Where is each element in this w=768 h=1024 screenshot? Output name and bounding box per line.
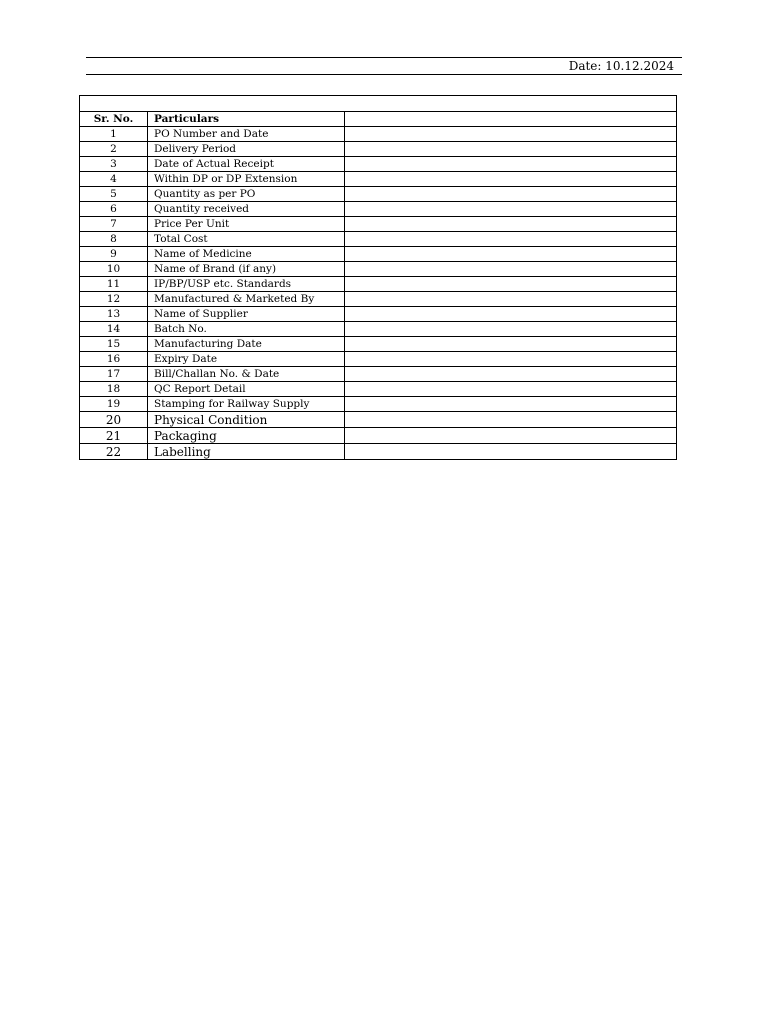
table-row — [80, 172, 677, 187]
value-cell — [345, 202, 677, 217]
table-row — [80, 262, 677, 277]
table-row — [80, 202, 677, 217]
value-cell — [345, 232, 677, 247]
sr-no-cell: 9 — [80, 247, 148, 262]
table-title-row — [80, 96, 677, 112]
value-cell — [345, 142, 677, 157]
table-row — [80, 444, 677, 460]
value-cell — [345, 428, 677, 444]
sr-no-cell: 1 — [80, 127, 148, 142]
sr-no-cell: 8 — [80, 232, 148, 247]
particular-cell: IP/BP/USP etc. Standards — [148, 277, 345, 292]
value-cell — [345, 262, 677, 277]
particular-cell: Physical Condition — [148, 412, 345, 428]
value-cell — [345, 307, 677, 322]
table-row — [80, 292, 677, 307]
sr-no-cell: 16 — [80, 352, 148, 367]
particular-cell: Delivery Period — [148, 142, 345, 157]
particular-cell: Manufactured & Marketed By — [148, 292, 345, 307]
value-cell — [345, 367, 677, 382]
sr-no-cell: 11 — [80, 277, 148, 292]
table-row — [80, 307, 677, 322]
table-row — [80, 232, 677, 247]
table-row — [80, 217, 677, 232]
sr-no-cell: 6 — [80, 202, 148, 217]
table-row — [80, 337, 677, 352]
value-cell — [345, 217, 677, 232]
value-cell — [345, 444, 677, 460]
particular-cell: Total Cost — [148, 232, 345, 247]
table-header-row — [80, 112, 677, 127]
table-row — [80, 367, 677, 382]
table-row — [80, 352, 677, 367]
value-cell — [345, 382, 677, 397]
sr-no-cell: 2 — [80, 142, 148, 157]
sr-no-cell: 10 — [80, 262, 148, 277]
table-row — [80, 428, 677, 444]
particular-cell: Packaging — [148, 428, 345, 444]
particular-cell: Expiry Date — [148, 352, 345, 367]
particular-cell: Within DP or DP Extension — [148, 172, 345, 187]
value-cell — [345, 157, 677, 172]
table-row — [80, 382, 677, 397]
sr-no-cell: 14 — [80, 322, 148, 337]
value-cell — [345, 352, 677, 367]
table-row — [80, 277, 677, 292]
value-cell — [345, 337, 677, 352]
sr-no-cell: 7 — [80, 217, 148, 232]
table-row — [80, 142, 677, 157]
particular-cell: PO Number and Date — [148, 127, 345, 142]
table-row — [80, 412, 677, 428]
document-date — [569, 58, 674, 74]
particular-cell: QC Report Detail — [148, 382, 345, 397]
particular-cell: Quantity received — [148, 202, 345, 217]
sr-no-cell: 15 — [80, 337, 148, 352]
value-cell — [345, 322, 677, 337]
table-row — [80, 127, 677, 142]
table-row — [80, 397, 677, 412]
sr-no-cell: 12 — [80, 292, 148, 307]
date-value: 10.12.2024 — [605, 59, 674, 73]
particular-cell: Manufacturing Date — [148, 337, 345, 352]
sr-no-cell: 18 — [80, 382, 148, 397]
column-header-value — [345, 112, 677, 127]
value-cell — [345, 397, 677, 412]
particular-cell: Date of Actual Receipt — [148, 157, 345, 172]
sr-no-cell: 22 — [80, 444, 148, 460]
receipt-particulars-table — [79, 95, 677, 460]
table-row — [80, 187, 677, 202]
table-row — [80, 322, 677, 337]
column-header-sr-no: Sr. No. — [80, 112, 148, 127]
table-row — [80, 157, 677, 172]
header-rule-bottom — [86, 74, 682, 75]
sr-no-cell: 3 — [80, 157, 148, 172]
value-cell — [345, 172, 677, 187]
particular-cell: Name of Supplier — [148, 307, 345, 322]
value-cell — [345, 292, 677, 307]
sr-no-cell: 19 — [80, 397, 148, 412]
particular-cell: Name of Medicine — [148, 247, 345, 262]
sr-no-cell: 13 — [80, 307, 148, 322]
sr-no-cell: 20 — [80, 412, 148, 428]
sr-no-cell: 21 — [80, 428, 148, 444]
value-cell — [345, 127, 677, 142]
value-cell — [345, 277, 677, 292]
sr-no-cell: 17 — [80, 367, 148, 382]
column-header-particulars: Particulars — [148, 112, 345, 127]
particular-cell: Batch No. — [148, 322, 345, 337]
particular-cell: Quantity as per PO — [148, 187, 345, 202]
particular-cell: Labelling — [148, 444, 345, 460]
table-row — [80, 247, 677, 262]
value-cell — [345, 412, 677, 428]
particular-cell: Price Per Unit — [148, 217, 345, 232]
sr-no-cell: 5 — [80, 187, 148, 202]
particular-cell: Name of Brand (if any) — [148, 262, 345, 277]
table-title-cell — [80, 96, 677, 112]
value-cell — [345, 187, 677, 202]
value-cell — [345, 247, 677, 262]
sr-no-cell: 4 — [80, 172, 148, 187]
particular-cell: Stamping for Railway Supply — [148, 397, 345, 412]
particular-cell: Bill/Challan No. & Date — [148, 367, 345, 382]
date-label: Date: — [568, 59, 602, 73]
